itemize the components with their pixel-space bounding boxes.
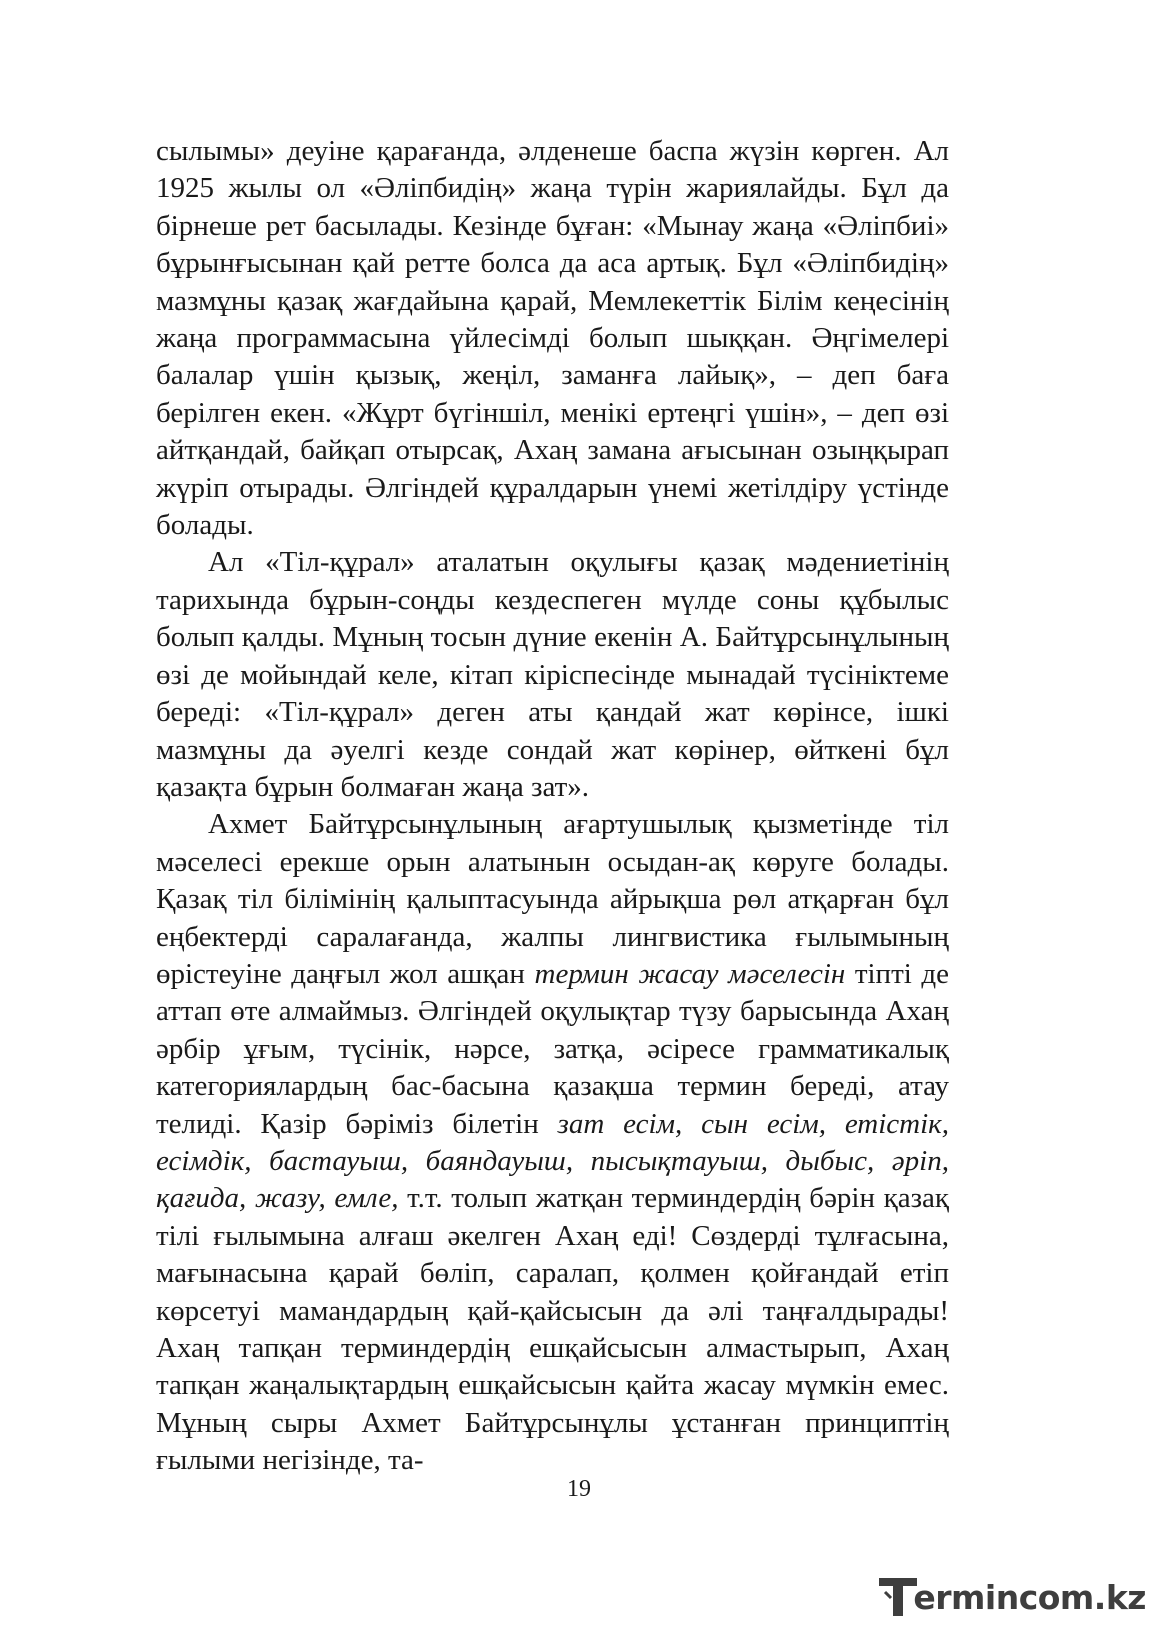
paragraph-3-text-a: Ахмет Байтұрсынұлының ағартушылық қызметінде тіл мәселесі ерекше орын алатынын осыдан-ақ көруге болады. Қазақ тіл білімінің қалыптасуында айрықша рөл атқарған бұл еңбектерді саралағанда, жалпы лингвистика ғылымының өрістеуіне даңғыл жол ашқан bbox=[156, 808, 949, 990]
paragraph-1-text: сылымы» деуіне қарағанда, әлденеше баспа жүзін көрген. Ал 1925 жылы ол «Әліпбидің» жаңа түрін жариялайды. Бұл да бірнеше рет басылады. Кезінде бұған: «Мынау жаңа «Әліпбиі» бұрынғысынан қай ретте болса да аса артық. Бұл «Әліпбидің» мазмұны қазақ жағдайына қарай, Мемлекеттік Білім кеңесінің жаңа программасына үйлесімді болып шыққан. Әңгімелері балалар үшін қызық, жеңіл, заманға лайық», – деп баға берілген екен. «Жұрт бүгіншіл, менікі ертеңгі үшін», – деп өзі айтқандай, байқап отырсақ, Ахаң заманa ағысынан озыңқырап жүріп отырады. Әлгіндей құралдарын үнемі жетілдіру үстінде болады. bbox=[156, 135, 949, 542]
paragraph-2-text: Ал «Тіл-құрал» аталатын оқулығы қазақ мәдениетінің тарихында бұрын-соңды кездеспеген мүлде соны құбылыс болып қалды. Мұның тосын дүние екенін А. Байтұрсынұлының өзі де мойындай келе, кітап кіріспесінде мынадай түсініктеме береді: «Тіл-құрал» деген аты қандай жат көрінсе, ішкі мазмұны да әуелгі кезде сондай жат көрінер, өйткені бұл қазақта бұрын болмаған жаңа зат». bbox=[156, 546, 949, 803]
page-body-text bbox=[156, 133, 949, 1480]
paragraph-2 bbox=[156, 544, 949, 806]
paragraph-3-text-b: тіпті де аттап өте алмаймыз. Әлгіндей оқулықтар түзу барысында Ахаң әрбір ұғым, түсінік, нәрсе, затқа, әсіресе грамматикалық категориялардың бас-басына қазақша термин береді, атау телиді. Қазір бәріміз білетін bbox=[156, 957, 949, 1140]
paragraph-3 bbox=[156, 806, 949, 1479]
paragraph-3-text-c: т.т. толып жатқан терминдердің бәрін қазақ тілі ғылымына алғаш әкелген Ахаң еді! Сөздерді тұлғасына, мағынасына қарай бөліп, саралап, қолмен қойғандай етіп көрсетуі мамандардың қай-қайсысын да әлі таңғалдырады! Ахаң тапқан терминдердің ешқайсысын алмастырып, Ахаң тапқан жаңалықтардың ешқайсысын қайта жасау мүмкін емес. Мұның сыры Ахмет Байтұрсынұлы ұстанған принциптің ғылыми негізінде, та- bbox=[156, 1182, 949, 1477]
italic-term-phrase: термин жасау мәселесін bbox=[534, 957, 846, 990]
paragraph-1 bbox=[156, 133, 949, 544]
italic-term-list: зат есім, сын есім, етістік, есімдік, бастауыш, баяндауыш, пысықтауыш, дыбыс, әріп, қағида, жазу, емле, bbox=[156, 1107, 949, 1215]
page-number: 19 bbox=[567, 1476, 591, 1502]
termincom-watermark bbox=[877, 1571, 1146, 1623]
watermark-text: ermincom.kz bbox=[913, 1577, 1146, 1617]
